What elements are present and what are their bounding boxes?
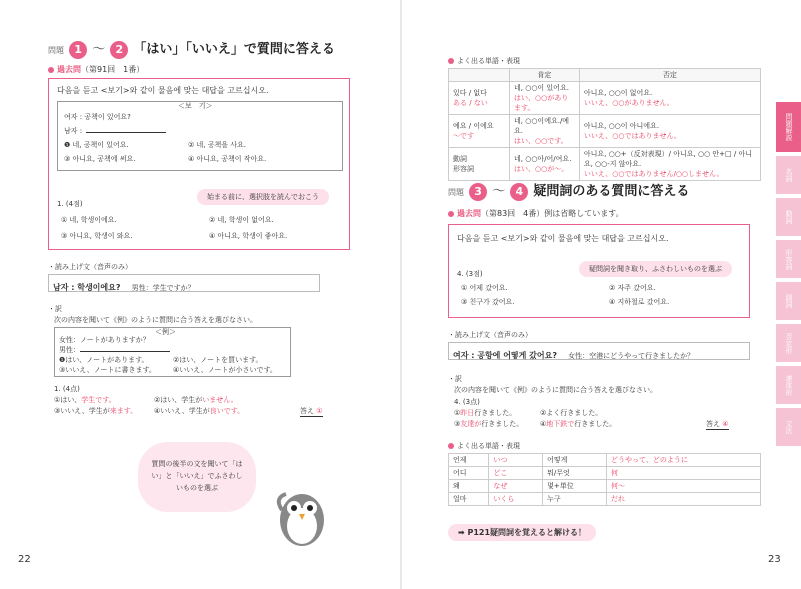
translation-example-option-4: ④いいえ、ノートが小さいです。 xyxy=(173,366,277,374)
choice-2: ② 네, 학생이 없어요. xyxy=(209,216,274,224)
page-number-right: 23 xyxy=(768,554,781,565)
example-option-1: ❶ 네, 공책이 있어요. xyxy=(64,141,129,149)
instruction: 다음을 듣고 <보기>와 같이 물음에 맞는 대답을 고르십시오. xyxy=(457,234,669,243)
vocab1-table xyxy=(448,68,761,181)
choice-3: ③ 친구가 갔어요. xyxy=(461,298,515,306)
vocab1-label: よく出る単語・表現 xyxy=(448,56,520,66)
table-row: 어디 どこ 뭐/무엇 何 xyxy=(449,467,761,480)
side-tab-adnominal[interactable]: 連体形 xyxy=(776,366,801,404)
question-number: 1. (4점) xyxy=(57,200,83,208)
translation-example-question: 女性：ノートがありますか？ xyxy=(59,336,150,344)
example-option-4: ④ 아니요, 공책이 작아요. xyxy=(188,155,267,163)
choice-4: ④ 지하철로 갔어요. xyxy=(609,298,670,306)
problem-number-1: 1 xyxy=(69,41,87,59)
header-label: 問題 xyxy=(48,46,64,55)
question-box-right xyxy=(448,224,750,318)
answer-right: 答え ④ xyxy=(706,420,729,428)
table-row: 왜 なぜ 몇+単位 何〜 xyxy=(449,480,761,493)
tilde: 〜 xyxy=(492,184,506,199)
translation-question-number: 1. (4点) xyxy=(54,385,80,393)
vocab1-header-negate: 否定 xyxy=(579,69,760,82)
translation-label-right: ・訳 xyxy=(448,375,462,383)
example-question: 여자 : 공책이 있어요? xyxy=(64,113,131,121)
translation-choice-2: ②はい、学生がいません。 xyxy=(154,396,238,404)
choice-2: ② 자주 갔어요. xyxy=(609,284,656,292)
translation-choice-3: ③友達が行きました。 xyxy=(454,420,524,428)
table-row: 언제 いつ 어떻게 どうやって、どのように xyxy=(449,454,761,467)
vocab1-header-affirm: 肯定 xyxy=(510,69,580,82)
table-row: 있다 / 없다 ある / ない 네, ○○이 있어요. はい、○○があります。 아니요, ○○이 없어요. いいえ、○○がありません。 xyxy=(449,82,761,115)
tilde: 〜 xyxy=(92,42,106,57)
question-box xyxy=(48,78,350,250)
side-tab-adverbs[interactable]: 副詞 xyxy=(776,282,801,320)
translation-label: ・訳 xyxy=(48,305,62,313)
bullet-icon xyxy=(448,443,454,449)
table-row: 예요 / 이에요 〜です 네, ○○이에요./예요. はい、○○です。 아니요, ○○이 아니에요. いいえ、○○ではありません。 xyxy=(449,115,761,148)
side-tab-nouns[interactable]: 名詞 xyxy=(776,156,801,194)
side-tab-problem-explanation[interactable]: 問題解説 xyxy=(776,102,801,152)
section-title: 「はい」「いいえ」で質問に答える xyxy=(133,42,335,57)
translation-instruction: 次の内容を聞いて《例》のように質問に合う答えを選びなさい。 xyxy=(454,386,657,394)
script-box xyxy=(48,274,320,292)
translation-example-man: 男性： xyxy=(59,345,170,355)
vocab2-table xyxy=(448,453,761,506)
script-label-right: ・読み上げ文（音声のみ） xyxy=(448,331,532,339)
translation-example-option-3: ③いいえ、ノートに書きます。 xyxy=(59,366,156,374)
example-box xyxy=(57,101,343,171)
script-korean: 남자 : 학생이에요? xyxy=(53,283,121,292)
bullet-icon xyxy=(448,211,454,217)
translation-example-header: ＜例＞ xyxy=(155,328,176,336)
owl-mascot-icon xyxy=(272,480,332,550)
translation-question-number: 4. (3点) xyxy=(454,398,480,406)
example-option-3: ③ 아니요, 공책에 써요. xyxy=(64,155,136,163)
page-number-left: 22 xyxy=(18,554,31,565)
header-label: 問題 xyxy=(448,188,464,197)
tip-bubble: 疑問詞を聞き取り、ふさわしいものを選ぶ xyxy=(579,261,732,277)
script-korean: 여자 : 공항에 어떻게 갔어요? xyxy=(453,351,557,360)
translation-example-option-1: ❶はい、ノートがあります。 xyxy=(59,356,149,364)
side-tab-verbs[interactable]: 動詞 xyxy=(776,198,801,236)
translation-choice-2: ②よく行きました。 xyxy=(540,409,603,417)
bullet-icon xyxy=(448,58,454,64)
bullet-icon xyxy=(48,67,54,73)
page-spine xyxy=(400,0,402,589)
table-row: 얼마 いくら 누구 だれ xyxy=(449,493,761,506)
example-header: ＜보 기＞ xyxy=(178,102,213,110)
table-row: 動詞 形容詞 네, ○○아/어/여요. はい、○○が〜。 아니요, ○○+（反対表現）/ 아니요, ○○ 안+□ / 아니요, ○○-지 않아요. いいえ、○○ではありません/○○しません。 xyxy=(449,148,761,181)
side-tab-negation[interactable]: 否定形 xyxy=(776,324,801,362)
translation-choice-4: ④地下鉄で行きました。 xyxy=(540,420,617,428)
example-man: 남자 : xyxy=(64,126,166,136)
answer: 答え ① xyxy=(300,407,323,415)
instruction: 다음을 듣고 <보기>와 같이 물음에 맞는 대답을 고르십시오. xyxy=(57,86,269,95)
choice-4: ④ 아니요, 학생이 좋아요. xyxy=(209,232,288,240)
translation-choice-3: ③いいえ、学生が来ます。 xyxy=(54,407,138,415)
choice-1: ① 네, 학생이에요. xyxy=(61,216,117,224)
tip-bubble: 始まる前に、選択肢を読んでおこう xyxy=(197,189,329,205)
side-tab-adjectives[interactable]: 形容詞 xyxy=(776,240,801,278)
choice-3: ③ 아니요, 학생이 와요. xyxy=(61,232,133,240)
cloud-bubble xyxy=(138,442,256,512)
translation-choice-1: ①はい、学生です。 xyxy=(54,396,116,404)
section-title: 疑問詞のある質問に答える xyxy=(533,184,690,199)
problem-number-2: 2 xyxy=(110,41,128,59)
right-section-header xyxy=(448,180,689,201)
side-tab-grammar[interactable]: 文法 xyxy=(776,408,801,446)
script-japanese: 女性：空港にどうやって行きましたか？ xyxy=(568,352,695,360)
past-exam-label: 過去問（第91回 1番） xyxy=(48,64,144,75)
translation-choice-1: ①昨日行きました。 xyxy=(454,409,517,417)
script-japanese: 男性：学生ですか？ xyxy=(131,284,195,292)
example-option-2: ② 네, 공책을 사요. xyxy=(188,141,246,149)
translation-instruction: 次の内容を聞いて《例》のように質問に合う答えを選びなさい。 xyxy=(54,316,257,324)
question-number: 4. (3점) xyxy=(457,270,483,278)
problem-number-4: 4 xyxy=(510,183,528,201)
translation-example-option-2: ②はい、ノートを買います。 xyxy=(173,356,263,364)
script-box-right xyxy=(448,342,750,360)
script-label: ・読み上げ文（音声のみ） xyxy=(48,263,132,271)
problem-number-3: 3 xyxy=(469,183,487,201)
left-section-header xyxy=(48,38,335,59)
cloud-text: 質問の後半の文を聞いて「はい」と「いいえ」でふさわしいものを選ぶ xyxy=(151,460,243,492)
reference-link[interactable]: ➡ P121疑問詞を覚えると解ける！ xyxy=(448,524,596,541)
vocab1-header-empty xyxy=(449,69,510,82)
translation-example-box xyxy=(54,327,291,377)
choice-1: ① 어제 갔어요. xyxy=(461,284,508,292)
vocab2-label: よく出る単語・表現 xyxy=(448,441,520,451)
past-exam-label-right: 過去問（第83回 4番）例は省略しています。 xyxy=(448,208,624,219)
translation-choice-4: ④いいえ、学生が良いです。 xyxy=(154,407,245,415)
